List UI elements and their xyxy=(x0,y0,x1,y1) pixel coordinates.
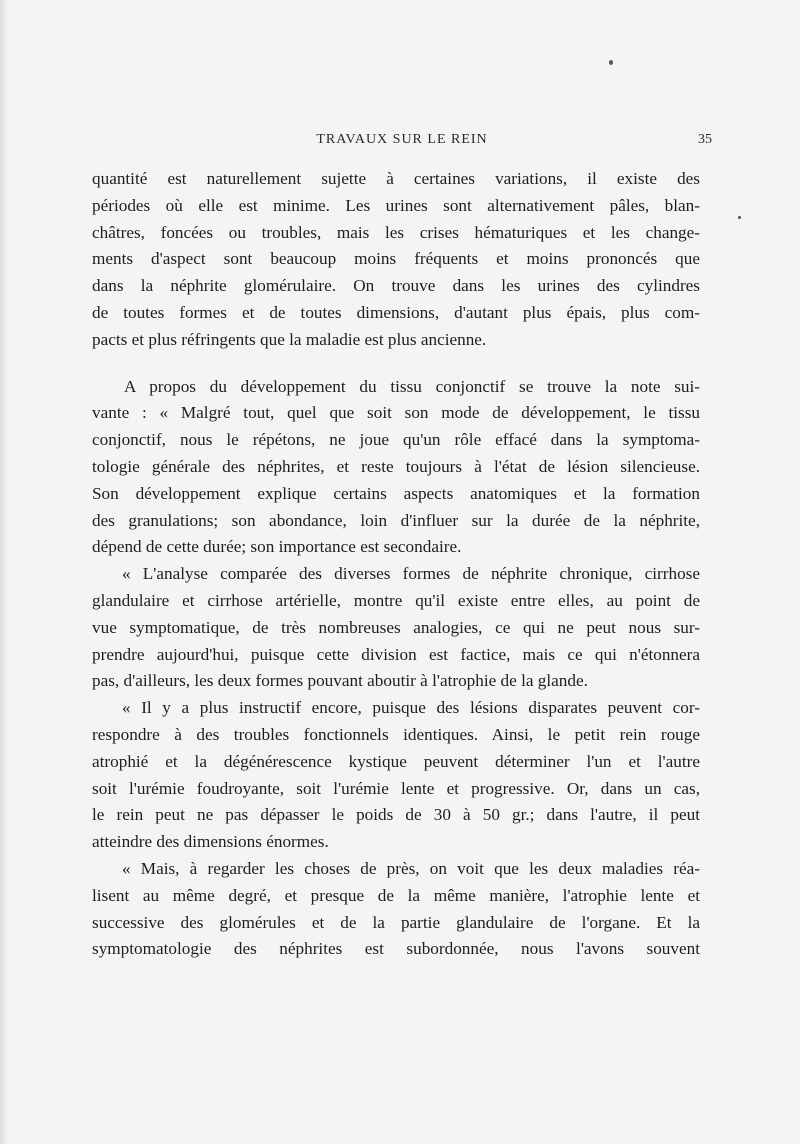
page-number: 35 xyxy=(698,132,712,147)
text-line: ments d'aspect sont beaucoup moins fréquents et moins prononcés que xyxy=(92,249,700,269)
text-line: tologie générale des néphrites, et reste toujours à l'état de lésion silencieuse. xyxy=(92,456,700,476)
text-line: de toutes formes et de toutes dimensions, d'autant plus épais, plus com- xyxy=(92,302,700,322)
text-line: vante : « Malgré tout, quel que soit son mode de développement, le tissu xyxy=(92,403,700,423)
running-title: TRAVAUX SUR LE REIN xyxy=(316,132,488,147)
text-line: pas, d'ailleurs, les deux formes pouvant aboutir à l'atrophie de la glande. xyxy=(92,671,588,691)
text-line: « Il y a plus instructif encore, puisque des lésions disparates peuvent cor- xyxy=(122,698,700,718)
text-line: pacts et plus réfringents que la maladie est plus ancienne. xyxy=(92,329,487,349)
text-line: glandulaire et cirrhose artérielle, montre qu'il existe entre elles, au point de xyxy=(92,590,700,610)
paragraph-1 xyxy=(92,166,700,354)
text-line: symptomatologie des néphrites est subordonnée, nous l'avons souvent xyxy=(92,939,700,959)
text-line: « L'analyse comparée des diverses formes de néphrite chronique, cirrhose xyxy=(122,564,700,584)
text-line: dans la néphrite glomérulaire. On trouve dans les urines des cylindres xyxy=(92,276,700,296)
paragraph-2 xyxy=(92,374,700,562)
text-line: Son développement explique certains aspects anatomiques et la formation xyxy=(92,483,700,503)
paragraph-5 xyxy=(92,856,700,963)
text-line: périodes où elle est minime. Les urines sont alternativement pâles, blan- xyxy=(92,195,700,215)
text-line: vue symptomatique, de très nombreuses analogies, ce qui ne peut nous sur- xyxy=(92,617,700,637)
body-text xyxy=(92,166,700,963)
text-line: châtres, foncées ou troubles, mais les crises hématuriques et les change- xyxy=(92,222,700,242)
text-line: atteindre des dimensions énormes. xyxy=(92,832,329,852)
paragraph-spacer xyxy=(92,354,700,374)
paragraph-3 xyxy=(92,561,700,695)
text-line: dépend de cette durée; son importance est secondaire. xyxy=(92,537,462,557)
ink-speck xyxy=(609,60,613,65)
page-edge-shadow xyxy=(0,0,8,1144)
text-line: « Mais, à regarder les choses de près, on voit que les deux maladies réa- xyxy=(122,858,700,878)
text-line: des granulations; son abondance, loin d'influer sur la durée de la néphrite, xyxy=(92,510,700,530)
text-line: lisent au même degré, et presque de la même manière, l'atrophie lente et xyxy=(92,885,700,905)
text-line: soit l'urémie foudroyante, soit l'urémie lente et progressive. Or, dans un cas, xyxy=(92,778,700,798)
text-line: le rein peut ne pas dépasser le poids de 30 à 50 gr.; dans l'autre, il peut xyxy=(92,805,700,825)
text-line: conjonctif, nous le répétons, ne joue qu'un rôle effacé dans la symptoma- xyxy=(92,430,700,450)
ink-speck xyxy=(738,216,741,219)
text-line: quantité est naturellement sujette à certaines variations, il existe des xyxy=(92,169,700,188)
text-line: prendre aujourd'hui, puisque cette division est factice, mais ce qui n'étonnera xyxy=(92,644,700,664)
text-line: A propos du développement du tissu conjonctif se trouve la note sui- xyxy=(124,376,700,396)
text-line: atrophié et la dégénérescence kystique peuvent déterminer l'un et l'autre xyxy=(92,751,700,771)
paragraph-4 xyxy=(92,695,700,856)
text-line: respondre à des troubles fonctionnels identiques. Ainsi, le petit rein rouge xyxy=(92,724,700,744)
running-head xyxy=(92,132,712,152)
text-line: successive des glomérules et de la partie glandulaire de l'organe. Et la xyxy=(92,912,700,932)
